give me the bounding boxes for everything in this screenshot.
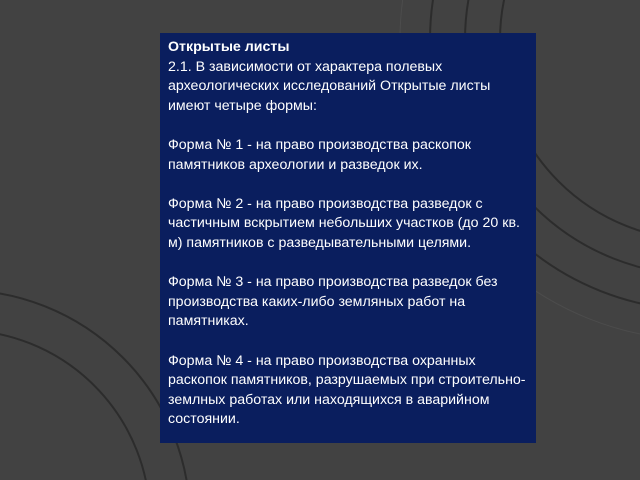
form-item-2: Форма № 2 - на право производства разведок с частичным вскрытием небольших участков (до 20 кв. м) памятников с разведывательными целями. <box>168 195 520 251</box>
slide-title: Открытые листы <box>168 39 290 55</box>
form-item-4: Форма № 4 - на право производства охранных раскопок памятников, разрушаемых при строительно-землных работах или находящихся в аварийном состоянии. <box>168 352 526 428</box>
form-item-1: Форма № 1 - на право производства раскопок памятников археологии и разведок их. <box>168 136 471 173</box>
form-item-3: Форма № 3 - на право производства разведок без производства каких-либо земляных работ на памятниках. <box>168 274 498 330</box>
intro-text: 2.1. В зависимости от характера полевых археологических исследований Открытые листы имеют четыре формы: <box>168 58 491 114</box>
arc-left-inner <box>0 330 150 480</box>
content-box <box>160 33 536 443</box>
